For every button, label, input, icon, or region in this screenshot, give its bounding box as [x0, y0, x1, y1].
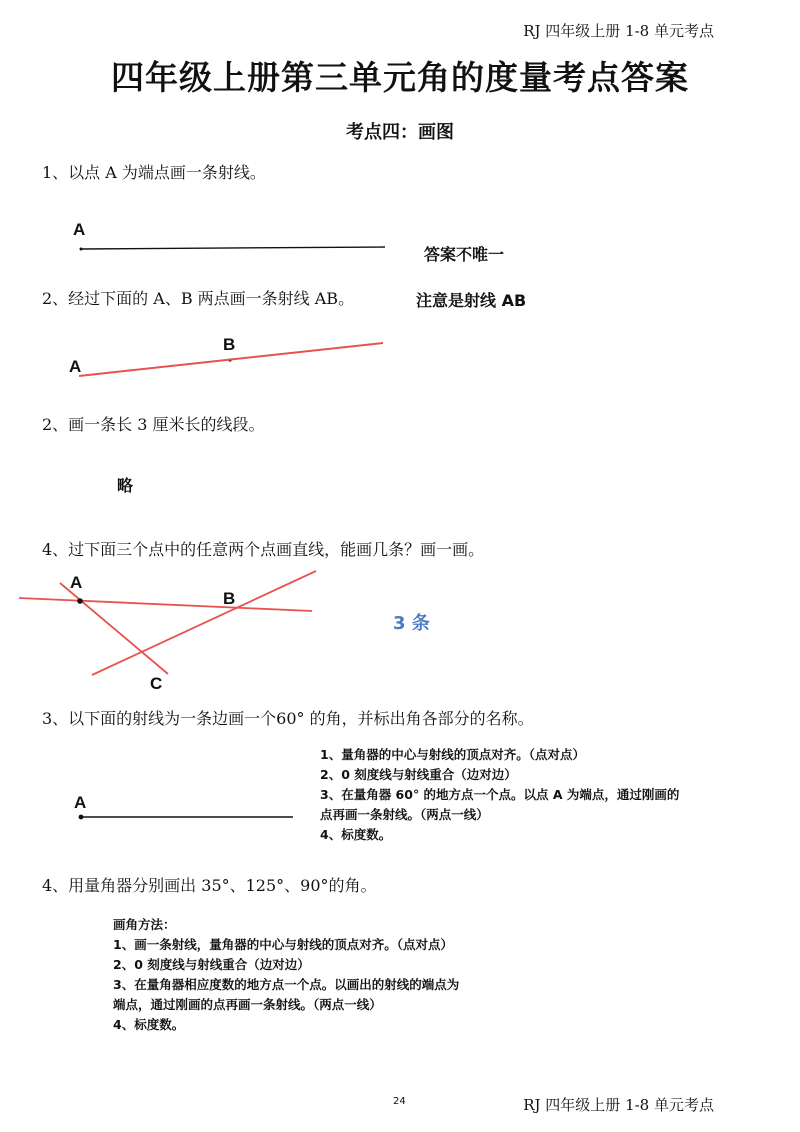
- question-6: 4、用量角器分别画出 35°、125°、90°的角。: [42, 876, 377, 895]
- point-a-label: A: [74, 793, 87, 812]
- step-line: 点再画一条射线。（两点一线）: [320, 807, 489, 822]
- step-line: 3、在量角器 60° 的地方点一个点。以点 A 为端点，通过刚画的: [320, 787, 680, 802]
- ray-diagram-1: [73, 220, 385, 251]
- ray-diagram-2: [69, 335, 383, 376]
- lines-diagram-4: [19, 571, 316, 693]
- point-c-label: C: [150, 674, 163, 693]
- page-number: 24: [393, 1096, 406, 1107]
- step-line: 3、在量角器相应度数的地方点一个点。以画出的射线的端点为: [113, 977, 460, 992]
- question-4: 4、过下面三个点中的任意两个点画直线，能画几条？画一画。: [42, 540, 485, 559]
- ray-diagram-5: [74, 793, 293, 819]
- step-line: 4、标度数。: [320, 827, 392, 842]
- answer-3: 略: [117, 476, 134, 495]
- page-title: 四年级上册第三单元角的度量考点答案: [111, 58, 689, 97]
- question-3: 2、画一条长 3 厘米长的线段。: [42, 415, 265, 434]
- answer-4: 3 条: [393, 613, 430, 634]
- point-a-label: A: [70, 573, 83, 592]
- page-header: RJ 四年级上册 1-8 单元考点: [523, 22, 714, 40]
- ray-line: [81, 247, 385, 249]
- method-title: 画角方法：: [113, 917, 176, 932]
- step-line: 2、0 刻度线与射线重合（边对边）: [113, 957, 310, 972]
- question-5: 3、以下面的射线为一条边画一个60° 的角，并标出角各部分的名称。: [42, 709, 534, 728]
- point-a-label: A: [69, 357, 82, 376]
- line-ab: [19, 598, 312, 611]
- step-line: 1、量角器的中心与射线的顶点对齐。（点对点）: [320, 747, 585, 762]
- page-footer: RJ 四年级上册 1-8 单元考点: [523, 1096, 714, 1114]
- question-1: 1、以点 A 为端点画一条射线。: [42, 163, 266, 182]
- section-subtitle: 考点四：画图: [346, 122, 454, 143]
- step-line: 1、画一条射线，量角器的中心与射线的顶点对齐。（点对点）: [113, 937, 453, 952]
- step-line: 4、标度数。: [113, 1017, 185, 1032]
- step-line: 2、0 刻度线与射线重合（边对边）: [320, 767, 517, 782]
- note-2: 注意是射线 AB: [416, 291, 527, 310]
- point-b-label: B: [223, 335, 236, 354]
- answer-1: 答案不唯一: [424, 245, 505, 264]
- line-bc: [92, 571, 316, 675]
- point-a: [77, 598, 83, 604]
- step-line: 端点，通过刚画的点再画一条射线。（两点一线）: [113, 997, 382, 1012]
- question-2: 2、经过下面的 A、B 两点画一条射线 AB。: [42, 289, 355, 308]
- point-b-label: B: [223, 589, 236, 608]
- line-ac: [60, 583, 168, 674]
- point-a-label: A: [73, 220, 86, 239]
